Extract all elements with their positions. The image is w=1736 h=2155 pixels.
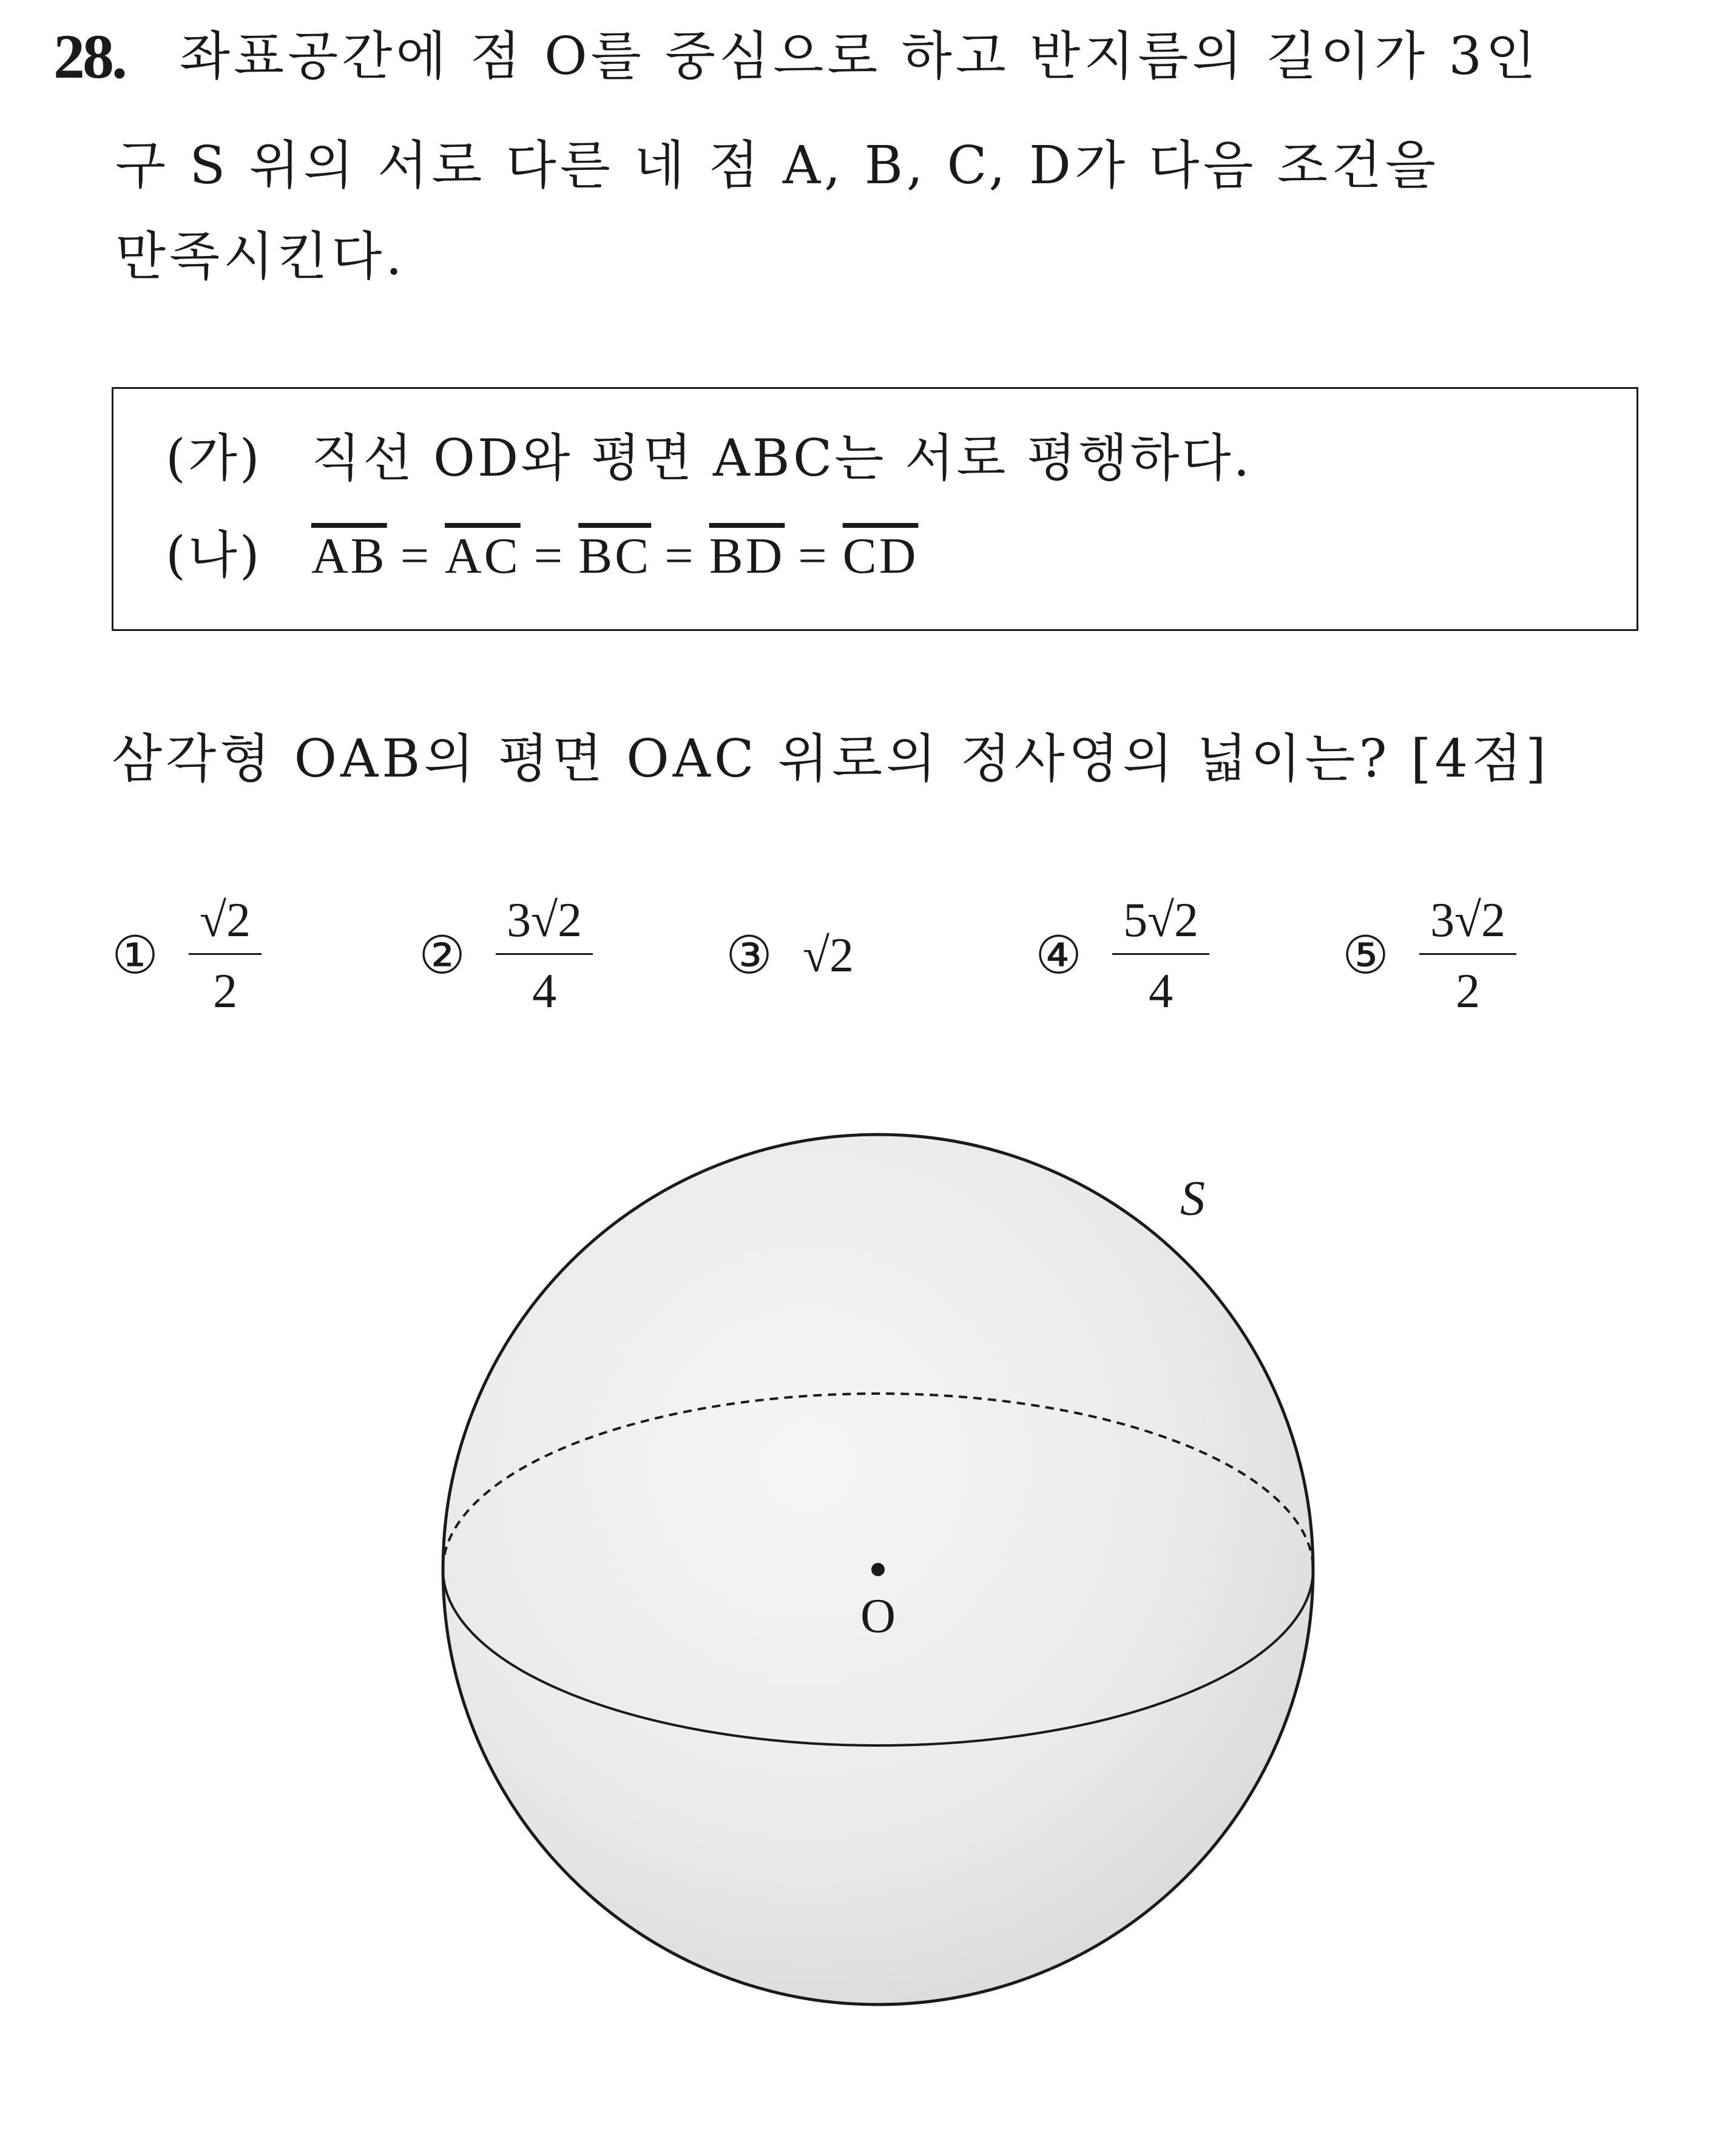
- choice-2-denominator: 4: [532, 964, 557, 1018]
- segment-ac: $\overline{AC}$: [445, 528, 521, 584]
- choice-4-numerator: 5√2: [1112, 896, 1209, 955]
- choice-1-denominator: 2: [213, 964, 238, 1018]
- problem-stem-line-2: 구 S 위의 서로 다른 네 점 A, B, C, D가 다음 조건을: [115, 135, 1440, 196]
- choice-5-denominator: 2: [1456, 964, 1481, 1018]
- choice-4-denominator: 4: [1149, 964, 1174, 1018]
- choice-5[interactable]: [1342, 892, 1516, 1019]
- problem-stem-line-3: 만족시킨다.: [115, 226, 406, 287]
- choice-5-fraction: [1419, 893, 1516, 1018]
- equals-sign: =: [798, 528, 829, 584]
- sphere-label: S: [1180, 1170, 1205, 1226]
- choice-4-fraction: [1112, 893, 1209, 1018]
- choice-1-fraction: [189, 893, 262, 1018]
- choice-1-numerator: √2: [189, 896, 262, 955]
- choice-2-numerator: 3√2: [496, 896, 593, 955]
- center-label: O: [860, 1590, 896, 1643]
- choice-3-number: ③: [726, 926, 773, 985]
- choice-4-number: ④: [1035, 926, 1082, 985]
- condition-ga-text: 직선 OD와 평면 ABC는 서로 평행하다.: [311, 428, 1252, 488]
- segment-bd: $\overline{BD}$: [709, 528, 785, 584]
- choice-2-number: ②: [419, 926, 466, 985]
- segment-cd: $\overline{CD}$: [842, 528, 919, 584]
- equals-sign: =: [664, 528, 696, 584]
- problem-number: 28.: [53, 22, 125, 92]
- question-text: 삼각형 OAB의 평면 OAC 위로의 정사영의 넓이는? [4점]: [112, 729, 1550, 789]
- choice-5-numerator: 3√2: [1419, 896, 1516, 955]
- segment-ab: $\overline{AB}$: [311, 528, 387, 584]
- choice-4[interactable]: [1035, 892, 1209, 1019]
- condition-na: [166, 525, 919, 585]
- segment-bc: $\overline{BC}$: [578, 528, 652, 584]
- condition-ga-label: (가): [166, 428, 262, 488]
- choice-2[interactable]: [419, 892, 593, 1019]
- conditions-box: [112, 387, 1638, 631]
- choice-3[interactable]: [726, 892, 854, 1019]
- center-point: [871, 1563, 885, 1576]
- problem-stem-line-1: 좌표공간에 점 O를 중심으로 하고 반지름의 길이가 3인: [180, 26, 1540, 87]
- choice-1-number: ①: [112, 926, 159, 985]
- choice-3-value: √2: [803, 929, 854, 982]
- equals-sign: =: [400, 528, 432, 584]
- condition-ga: [166, 428, 1252, 488]
- choice-5-number: ⑤: [1342, 926, 1390, 985]
- choice-1[interactable]: [112, 892, 262, 1019]
- sphere-figure: [400, 1116, 1371, 2039]
- equals-sign: =: [533, 528, 566, 584]
- condition-na-label: (나): [166, 525, 262, 585]
- choice-2-fraction: [496, 893, 593, 1018]
